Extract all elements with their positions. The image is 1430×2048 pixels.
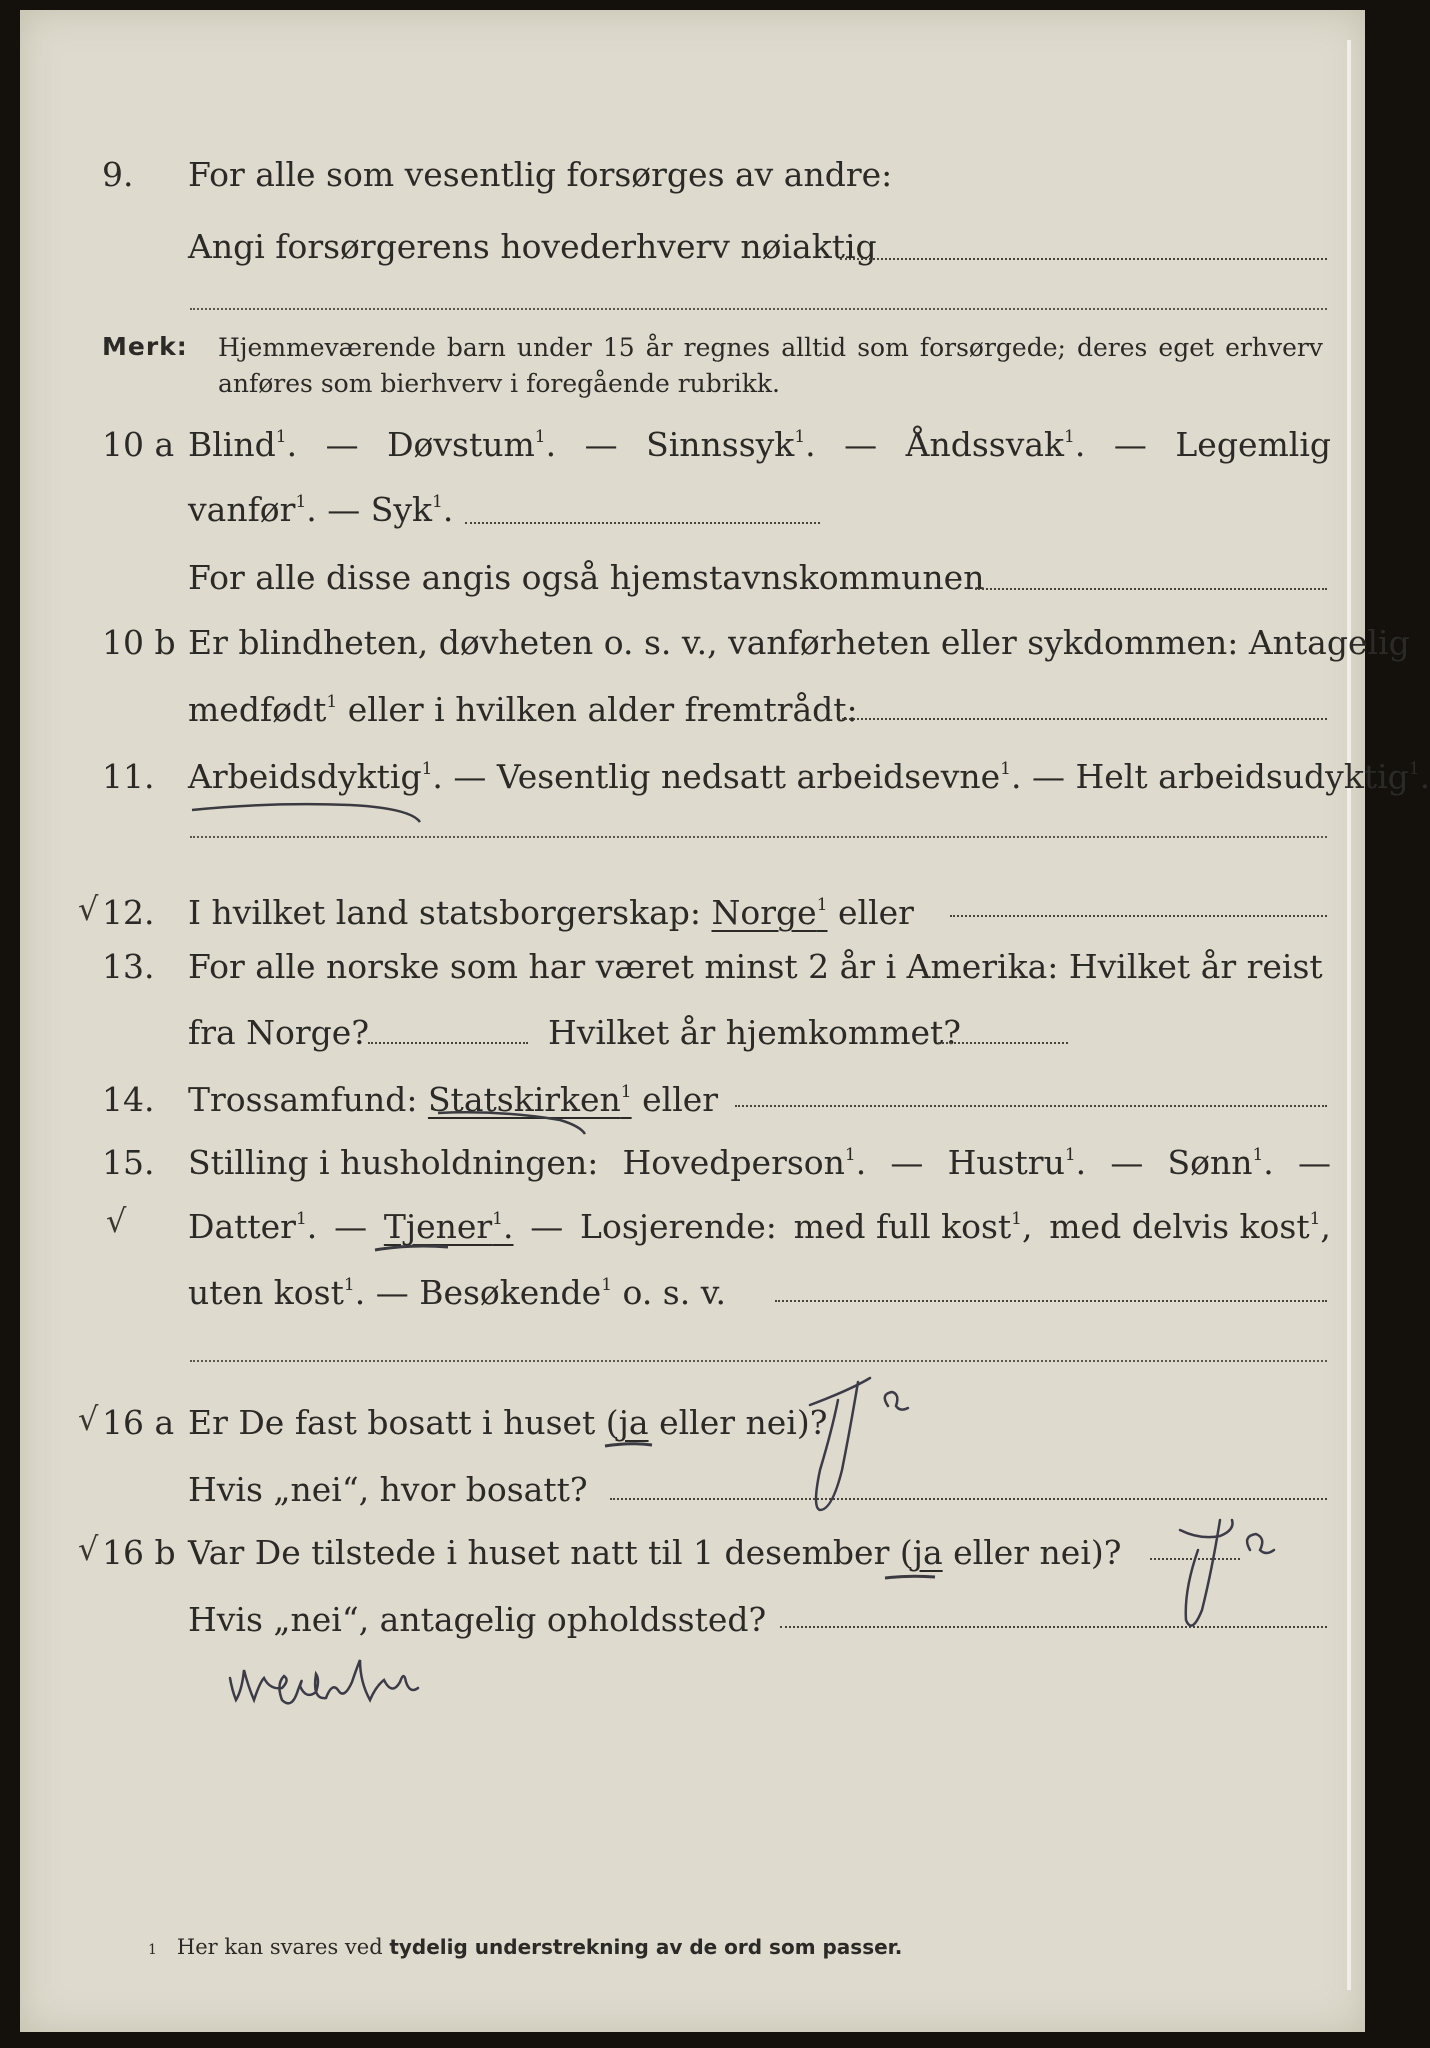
q11-answer-line[interactable] — [190, 836, 1327, 838]
q15-answer-line[interactable] — [775, 1300, 1327, 1302]
option-vanfor[interactable]: vanfør$^1$. — [188, 490, 317, 529]
merk-word: forsørgede; — [919, 333, 1066, 362]
option-hustru[interactable]: Hustru$^1$. — [947, 1143, 1087, 1182]
q16a-answer-line[interactable] — [610, 1498, 1327, 1500]
option-hovedperson[interactable]: Hovedperson$^1$. — [622, 1143, 867, 1182]
q16b-answer-line[interactable] — [1150, 1558, 1240, 1560]
q16a-line1: Er De fast bosatt i huset (ja eller nei)? — [188, 1403, 828, 1442]
option-uten-kost[interactable]: uten kost$^1$. — [188, 1273, 366, 1312]
q10b-number: 10 b — [102, 623, 176, 662]
merk-word: 15 — [602, 333, 635, 362]
q9-line1: For alle som vesentlig forsørges av andre: — [188, 155, 893, 194]
q10b-alder-label: eller i hvilken alder fremtrådt: — [347, 690, 858, 729]
q13-hjemkommet-line[interactable] — [938, 1042, 1068, 1044]
option-medfodt[interactable]: medfødt$^1$ — [188, 690, 338, 729]
merk-note — [218, 330, 1323, 402]
q10a-line1 — [188, 420, 1331, 470]
q15-line3: uten kost$^1$. — Besøkende$^1$ o. s. v. — [188, 1273, 726, 1312]
q15-answer-line-2[interactable] — [190, 1360, 1327, 1362]
merk-word: år — [645, 333, 673, 362]
option-besokende[interactable]: Besøkende$^1$ — [419, 1273, 613, 1312]
option-sonn[interactable]: Sønn$^1$. — [1167, 1143, 1274, 1182]
q14-line: Trossamfund: Statskirken$^1$ eller — [188, 1080, 719, 1119]
option-full-kost[interactable]: med full kost$^1$, — [793, 1207, 1033, 1246]
q9-line2: Angi forsørgerens hovederhverv nøiaktig — [188, 227, 877, 266]
dash: — — [584, 425, 618, 464]
footnote: 1 Her kan svares ved tydelig understrekning av de ord som passer. — [148, 1935, 903, 1959]
answer-ja-16b — [1180, 1520, 1274, 1626]
check-mark-q12: √ — [78, 890, 99, 928]
option-delvis-kost[interactable]: med delvis kost$^1$, — [1049, 1207, 1331, 1246]
page-edge — [1347, 40, 1351, 1990]
check-mark-q16a: √ — [78, 1400, 99, 1438]
q10b-line1: Er blindheten, døvheten o. s. v., vanførheten eller sykdommen: Antagelig — [188, 623, 1410, 662]
q16b-line2: Hvis „nei“, antagelig opholdssted? — [188, 1600, 767, 1639]
q14-number: 14. — [102, 1080, 155, 1119]
merk-word: erhverv — [1225, 333, 1323, 362]
option-tjener[interactable]: Tjener$^1$. — [383, 1207, 514, 1246]
option-udyktig[interactable]: Helt arbeidsudyktig$^1$. — [1075, 757, 1430, 796]
merk-word: som — [857, 333, 909, 362]
census-form-page — [20, 10, 1430, 2032]
q14-answer-line[interactable] — [735, 1105, 1327, 1107]
option-arbeidsdyktig[interactable]: Arbeidsdyktig$^1$. — [188, 757, 443, 796]
q12-line: I hvilket land statsborgerskap: Norge$^1$ eller — [188, 893, 914, 932]
merk-word: deres — [1076, 333, 1148, 362]
q15-line2: Datter$^1$. — Tjener$^1$. — Losjerende: med full kost$^1$, med delvis kost$^1$, — [188, 1202, 1331, 1252]
option-andssvak[interactable]: Åndssvak$^1$. — [905, 425, 1086, 464]
q16a-line2: Hvis „nei“, hvor bosatt? — [188, 1470, 588, 1509]
note-utegjent — [230, 1660, 418, 1703]
merk-word: Hjemmeværende — [218, 333, 436, 362]
q16b-opholdssted-line[interactable] — [780, 1626, 1327, 1628]
q9-answer-line[interactable] — [840, 258, 1327, 260]
option-legemlig[interactable]: Legemlig — [1175, 425, 1331, 464]
merk-word: under — [516, 333, 592, 362]
dash: — — [325, 425, 359, 464]
option-ja[interactable]: ja — [912, 1533, 943, 1572]
merk-label: Merk: — [102, 332, 188, 361]
check-mark-q16b: √ — [78, 1530, 99, 1568]
q10a-line3: For alle disse angis også hjemstavnskommunen — [188, 558, 985, 597]
option-statskirken[interactable]: Statskirken$^1$ — [427, 1080, 632, 1119]
q16b-number: 16 b — [102, 1533, 176, 1572]
option-datter[interactable]: Datter$^1$. — [188, 1207, 318, 1246]
q16a-number: 16 a — [102, 1403, 175, 1442]
q11-number: 11. — [102, 757, 155, 796]
option-dovstum[interactable]: Døvstum$^1$. — [387, 425, 557, 464]
merk-word: barn — [446, 333, 506, 362]
option-sinnssyk[interactable]: Sinnssyk$^1$. — [646, 425, 816, 464]
option-norge[interactable]: Norge$^1$ — [711, 893, 828, 932]
q13-line1: For alle norske som har været minst 2 år i Amerika: Hvilket år reist — [188, 947, 1323, 986]
q13-number: 13. — [102, 947, 155, 986]
option-syk[interactable]: Syk$^1$. — [370, 490, 454, 529]
merk-word: regnes — [683, 333, 771, 362]
underline-arbeidsdyktig — [192, 804, 420, 822]
merk-word: eget — [1158, 333, 1215, 362]
merk-word: alltid — [781, 333, 847, 362]
q16b-line1: Var De tilstede i huset natt til 1 desember (ja eller nei)? — [188, 1533, 1122, 1572]
q13-line2-a: fra Norge? — [188, 1013, 370, 1052]
q9-number: 9. — [102, 155, 134, 194]
q9-answer-line-2[interactable] — [190, 308, 1327, 310]
q11-line: Arbeidsdyktig$^1$. — Vesentlig nedsatt arbeidsevne$^1$. — Helt arbeidsudyktig$^1$. — [188, 757, 1430, 796]
check-mark-q15: √ — [106, 1202, 127, 1240]
q13-reist-line[interactable] — [368, 1042, 528, 1044]
q10a-answer-line[interactable] — [465, 522, 820, 524]
q15-number: 15. — [102, 1143, 155, 1182]
q10a-number: 10 a — [102, 425, 175, 464]
q12-number: 12. — [102, 893, 155, 932]
merk-line2: anføres som bierhverv i foregående rubrikk. — [218, 369, 780, 398]
q13-line2-b: Hvilket år hjemkommet? — [548, 1013, 961, 1052]
q10a-hjemstavn-line[interactable] — [975, 588, 1327, 590]
q15-line1: Stilling i husholdningen: Hovedperson$^1$. — Hustru$^1$. — Sønn$^1$. — — [188, 1138, 1331, 1188]
q10b-line2 — [188, 685, 858, 735]
option-blind[interactable]: Blind$^1$. — [188, 425, 298, 464]
dash: — — [844, 425, 878, 464]
q12-answer-line[interactable] — [950, 915, 1327, 917]
q10a-line2: vanfør$^1$. — Syk$^1$. — [188, 490, 454, 529]
dash: — — [1113, 425, 1147, 464]
option-ja[interactable]: ja — [618, 1403, 649, 1442]
option-nedsatt[interactable]: Vesentlig nedsatt arbeidsevne$^1$. — [496, 757, 1022, 796]
q10b-answer-line[interactable] — [842, 718, 1327, 720]
